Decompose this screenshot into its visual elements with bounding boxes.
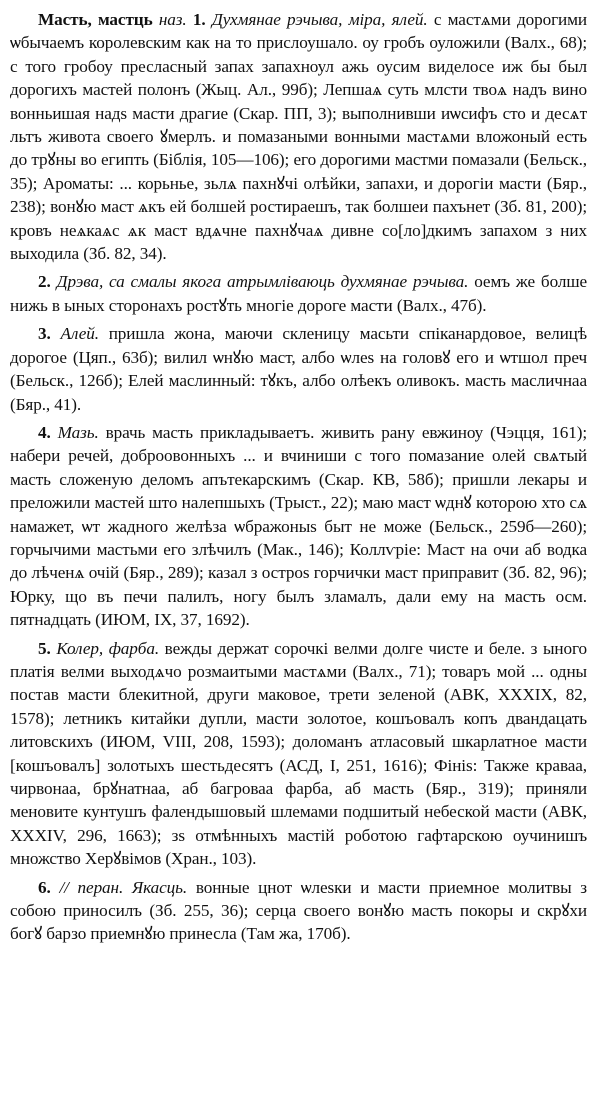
dictionary-entry-sense-1 [10, 8, 587, 265]
sense-citations: оемъ же болше нижь в ыных сторонахъ ростꙋть многіе дороге масти (Валх., 47б). [10, 272, 587, 315]
sense-number: 1. [192, 10, 206, 29]
dictionary-entry-sense-6 [10, 876, 587, 946]
sense-citations: пришла жона, маючи скленицу масьти спіканардовое, велицѣ дорогое (Цяп., 63б); вилил ѡнꙋю маст, албо ѡлеs на головꙋ его и ѡтшол преч (Бельск., 126б); Елей маслинный: тꙋкъ, албо олѣекъ оливокъ. масть масличнаа (Бяр., 41). [10, 324, 588, 414]
sense-gloss: Духмянае рэчыва, міра, ялей. [211, 10, 428, 29]
sense-number: 3. [38, 324, 51, 344]
sense-citations: вежды держат сорочкі велми долге чисте и беле. з ыного платія велми выходѧчо розмаитыми мастѧми (Валх., 71); товаръ мой ... одны постав масти блекитной, други маковое, трети зеленой (АВК, XXXIX, 82, 1578); летникъ китайки дупли, масти золотое, кошъовалъ копъ двандацать литовскихъ (ИЮМ, VIII, 208, 1593); доломанъ атласовый шкарлатное масти [кошъовалъ] золотыхъ шестьдесятъ (АСД, I, 251, 1616); Фініѕ: Также краваа, чирвонаа, брꙋнатнаа, аб багроваа фарба, аб масть (Бяр., 319); приняли меновите кунтушъ фалендышовый шлемами подшитый небеской масти (АВК, XXXIV, 296, 1663); зs отмѣнныхъ мастій роботою гафтарскою оучинишъ множство Херꙋвімов (Хран., 103). [10, 638, 588, 869]
sense-gloss: Алей. [60, 324, 99, 344]
sense-gloss: Дрэва, са смалы якога атрымліваюць духмянае рэчыва. [56, 272, 469, 292]
dictionary-entry-sense-4 [10, 421, 587, 632]
dictionary-entry-sense-3 [10, 322, 587, 416]
sense-number: 5. [38, 638, 51, 658]
part-of-speech: наз. [158, 10, 187, 29]
sense-number: 6. [38, 877, 51, 897]
sense-citations: вонные цнот ѡлеsки и масти приемное молитвы з собою приносилъ (Зб. 255, 36); серца своего вонꙋю масть покоры и скрꙋхи богꙋ барзо приемнꙋю принесла (Там жа, 170б). [10, 877, 587, 944]
sense-gloss: Мазь. [57, 422, 99, 442]
sense-citations: с мастѧми дорогими ѡбычаемъ королевским как на то прислоушало. оу гробъ оуложили (Валх., 68); с того гробоу пресласный запах запахноул ажь оусим виделосе иж бы был дорогихъ мастей полонъ (Жыц. Ал., 99б); Лепшаѧ суть млсти твоѧ надъ вино вонньишая надs масти драгие (Скар. ПП, 3); выполнивши иѡсифъ сто и десѧт льтъ живота своего ꙋмерлъ. и помазаными вонными мастѧми вложоный есть до трꙋны во египть (Біблія, 105—106); его дорогими мастми помазали (Бельск., 35); Аромaты: ... корьнье, зьлѧ пахнꙋчі олѣйки, запахи, и дорогіи масти (Бяр., 238); вонꙋю маст ѧкъ ей болшей ростираешъ, так болшеи пахънет (Зб. 81, 200); кровъ неѧкаѧс ѧк маст вдѧчне пахнꙋчаѧ дивне со[ло]дкимъ запахом з них выходила (Зб. 82, 34). [10, 10, 587, 264]
sense-gloss: // перан. Якасць. [59, 877, 188, 897]
sense-gloss: Колер, фарба. [56, 638, 160, 658]
dictionary-entry-sense-5 [10, 637, 587, 871]
sense-citations: врачь масть прикладываетъ. живить рану евжиноу (Чэцця, 161); набери речей, доброовонныхъ ... и вчиниши с того помазание олей свѧтый масть сложеную деломъ апътекарскимъ (Скар. КВ, 58б); пришли лекары и преложили мастей што налепшыхъ (Трыст., 22); маю маст ѡднꙋ которою хто сѧ намажет, ѡт жадного желѣза ѡбражоныs быт не може (Бельск., 259б—260); горчычими мастьми его злѣчилъ (Мак., 146); Коллѵріе: Маст на очи аб водка до лѣченѧ очій (Бяр., 289); казал з остроs горчички маст приправит (Зб. 82, 96); Юрку, що въ печи палилъ, ногу былъ зламалъ, дали ему на масть осм. пятнадцать (ИЮМ, IX, 37, 1692). [10, 422, 588, 630]
dictionary-entry-sense-2 [10, 270, 587, 317]
entry-headword: Масть, мастць [38, 10, 153, 29]
sense-number: 2. [38, 272, 51, 292]
sense-number: 4. [38, 422, 51, 442]
